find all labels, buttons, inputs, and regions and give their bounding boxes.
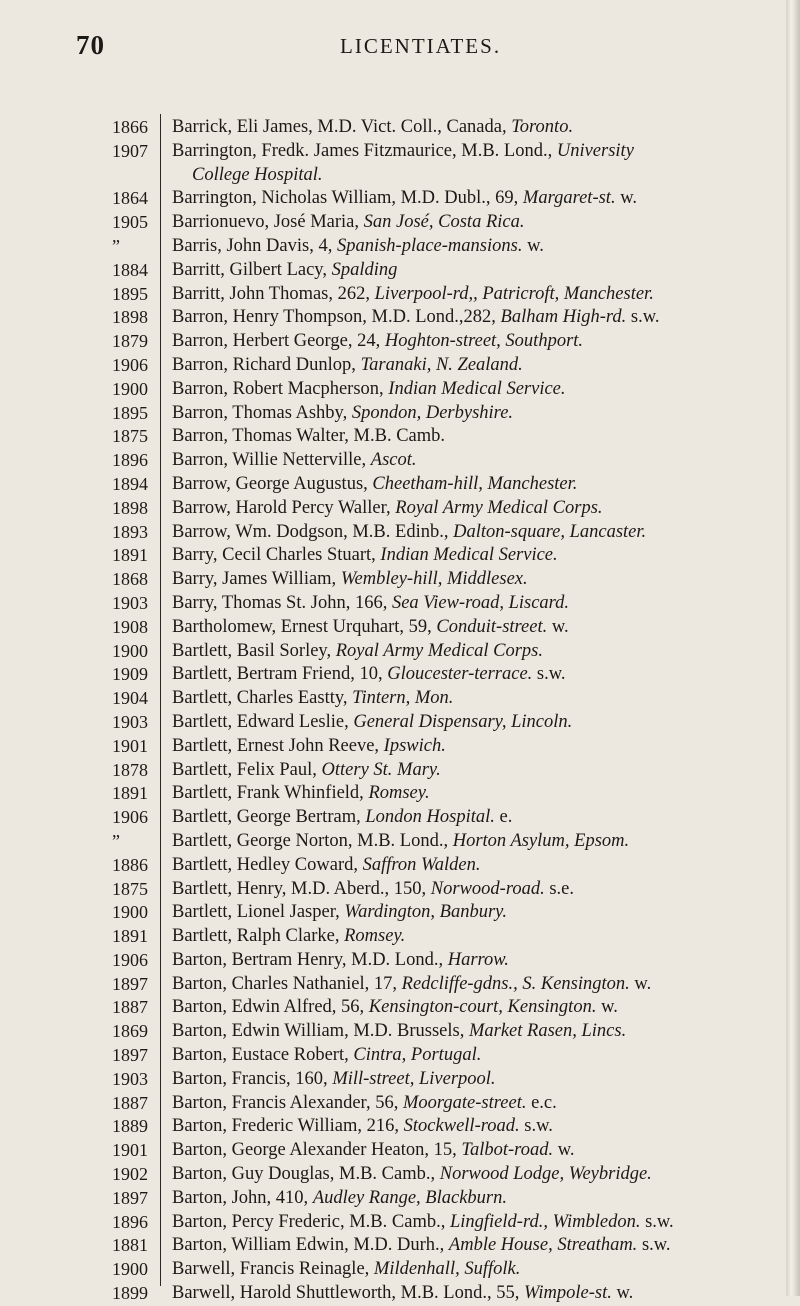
entry-place: Taranaki, N. Zealand. <box>360 354 523 375</box>
entry-name: Barron, Robert Macpherson, <box>172 378 389 399</box>
entry-district: w. <box>596 997 618 1018</box>
entry-year: 1903 <box>112 711 148 732</box>
list-item <box>0 1068 790 1092</box>
entry-place: Ipswich. <box>383 735 446 756</box>
entry-year: ” <box>112 830 120 851</box>
entry-text <box>160 1211 790 1235</box>
entry-place-continued: College Hospital. <box>192 164 323 185</box>
entry-name: Barton, Edwin William, M.D. Brussels, <box>172 1021 469 1042</box>
entry-district: s.w. <box>519 1116 553 1137</box>
entry-place: Spanish-place-mansions. <box>336 235 523 256</box>
entry-text <box>160 402 790 426</box>
entry-place: Margaret-st. <box>522 188 616 209</box>
entry-name: Bartlett, Frank Whinfield, <box>172 783 369 804</box>
entry-year: 1901 <box>112 735 148 756</box>
entry-year: 1891 <box>112 783 148 804</box>
entry-place: General Dispensary, Lincoln. <box>353 711 573 732</box>
list-item <box>0 711 790 735</box>
entry-name: Barry, James William, <box>172 569 341 590</box>
entry-place: Cintra, Portugal. <box>353 1045 482 1066</box>
list-item <box>0 425 790 449</box>
entry-year: 1886 <box>112 854 148 875</box>
entry-year: 1904 <box>112 688 148 709</box>
entry-text <box>160 449 790 473</box>
entry-text <box>160 973 790 997</box>
entry-name: Barrington, Nicholas William, M.D. Dubl., 69, <box>172 188 523 209</box>
entry-place: Amble House, Streatham. <box>448 1235 638 1256</box>
list-item <box>0 544 790 568</box>
entry-year: 1891 <box>112 545 148 566</box>
entry-year: ” <box>112 235 120 256</box>
licentiate-list <box>0 116 790 1306</box>
list-item <box>0 1044 790 1068</box>
entry-year: 1897 <box>112 1045 148 1066</box>
entry-name: Bartlett, Edward Leslie, <box>172 711 354 732</box>
entry-text <box>160 283 790 307</box>
list-item <box>0 949 790 973</box>
list-item <box>0 521 790 545</box>
entry-name: Bartlett, Hedley Coward, <box>172 854 363 875</box>
entry-name: Bartlett, George Bertram, <box>172 807 366 828</box>
entry-year: 1900 <box>112 378 148 399</box>
entry-text <box>160 1163 790 1187</box>
entry-text <box>160 497 790 521</box>
entry-place: Lingfield-rd., Wimbledon. <box>449 1211 641 1232</box>
entry-name: Barrionuevo, José Maria, <box>172 212 364 233</box>
entry-place: Stockwell-road. <box>403 1116 520 1137</box>
entry-text <box>160 568 790 592</box>
entry-year: 1906 <box>112 807 148 828</box>
entry-place: Norwood-road. <box>430 878 545 899</box>
entry-place: Spalding <box>331 259 398 280</box>
entry-name: Barton, John, 410, <box>172 1187 313 1208</box>
entry-place: Royal Army Medical Corps. <box>395 497 603 518</box>
entry-name: Barron, Thomas Ashby, <box>172 402 352 423</box>
page-number: 70 <box>76 30 105 60</box>
entry-year: 1878 <box>112 759 148 780</box>
entry-place: Moorgate-street. <box>402 1092 527 1113</box>
entry-text <box>160 925 790 949</box>
entry-place: Wardington, Banbury. <box>344 902 507 923</box>
entry-year: 1898 <box>112 497 148 518</box>
entry-text <box>160 259 790 283</box>
entry-name: Bartlett, Lionel Jasper, <box>172 902 345 923</box>
list-item <box>0 616 790 640</box>
entry-text <box>160 901 790 925</box>
entry-district: w. <box>522 235 544 256</box>
entry-place: Mildenhall, Suffolk. <box>373 1259 521 1280</box>
entry-name: Barwell, Francis Reinagle, <box>172 1259 374 1280</box>
entry-text <box>160 640 790 664</box>
list-item <box>0 878 790 902</box>
entry-name: Barwell, Harold Shuttleworth, M.B. Lond., 55, <box>172 1283 524 1304</box>
entry-name: Bartlett, Bertram Friend, 10, <box>172 664 388 685</box>
entry-year: 1897 <box>112 1187 148 1208</box>
entry-place: Dalton-square, Lancaster. <box>453 521 647 542</box>
entry-name: Barton, Percy Frederic, M.B. Camb., <box>172 1211 450 1232</box>
entry-year: 1884 <box>112 259 148 280</box>
entry-name: Barton, Eustace Robert, <box>172 1045 354 1066</box>
entry-year: 1909 <box>112 664 148 685</box>
list-item <box>0 211 790 235</box>
entry-year: 1903 <box>112 1068 148 1089</box>
list-item <box>0 663 790 687</box>
entry-name: Barton, Charles Nathaniel, 17, <box>172 973 402 994</box>
entry-text <box>160 354 790 378</box>
entry-name: Barrow, Harold Percy Waller, <box>172 497 396 518</box>
entry-text <box>160 140 790 188</box>
entry-place: Romsey. <box>344 926 406 947</box>
entry-text <box>160 996 790 1020</box>
entry-name: Bartlett, Basil Sorley, <box>172 640 336 661</box>
entry-district: w. <box>611 1283 634 1304</box>
list-item <box>0 996 790 1020</box>
list-item <box>0 1258 790 1282</box>
entry-text <box>160 759 790 783</box>
entry-place: Conduit-street. <box>436 616 548 637</box>
entry-place: Market Rasen, Lincs. <box>468 1021 627 1042</box>
entry-place: Audley Range, Blackburn. <box>312 1187 507 1208</box>
entry-district: s.w. <box>637 1235 671 1256</box>
list-item <box>0 782 790 806</box>
list-item <box>0 259 790 283</box>
entry-place: University <box>556 140 634 161</box>
entry-place: Indian Medical Service. <box>380 545 558 566</box>
entry-place: Redcliffe-gdns., S. Kensington. <box>401 973 630 994</box>
entry-name: Bartlett, Ernest John Reeve, <box>172 735 384 756</box>
entry-year: 1889 <box>112 1116 148 1137</box>
entry-year: 1894 <box>112 473 148 494</box>
entry-text <box>160 1044 790 1068</box>
entry-text <box>160 1139 790 1163</box>
entry-name: Barton, Guy Douglas, M.B. Camb., <box>172 1164 440 1185</box>
entry-name: Barton, William Edwin, M.D. Durh., <box>172 1235 449 1256</box>
entry-place: Cheetham-hill, Manchester. <box>372 473 578 494</box>
list-item <box>0 473 790 497</box>
entry-place: Talbot-road. <box>461 1140 554 1161</box>
entry-name: Bartlett, Ralph Clarke, <box>172 926 345 947</box>
list-item <box>0 402 790 426</box>
list-item <box>0 806 790 830</box>
entry-text <box>160 949 790 973</box>
entry-place: Liverpool-rd,, Patricroft, Manchester. <box>374 283 654 304</box>
entry-year: 1896 <box>112 450 148 471</box>
list-item <box>0 640 790 664</box>
entry-district: w. <box>553 1140 575 1161</box>
entry-place: Saffron Walden. <box>362 854 481 875</box>
entry-year: 1896 <box>112 1211 148 1232</box>
list-item <box>0 140 790 188</box>
list-item <box>0 568 790 592</box>
entry-year: 1887 <box>112 997 148 1018</box>
entry-year: 1899 <box>112 1283 148 1304</box>
entry-place: London Hospital. <box>365 807 495 828</box>
entry-year: 1908 <box>112 616 148 637</box>
entry-year: 1907 <box>112 140 148 161</box>
entry-place: Wembley-hill, Middlesex. <box>340 569 528 590</box>
entry-name: Barton, Bertram Henry, M.D. Lond., <box>172 949 448 970</box>
entry-name: Bartlett, Felix Paul, <box>172 759 322 780</box>
list-item <box>0 1115 790 1139</box>
entry-year: 1903 <box>112 592 148 613</box>
entry-text <box>160 306 790 330</box>
entry-name: Barron, Thomas Walter, M.B. Camb. <box>172 426 446 447</box>
list-item <box>0 306 790 330</box>
entry-place: Gloucester-terrace. <box>387 664 533 685</box>
entry-year: 1900 <box>112 640 148 661</box>
entry-name: Barron, Herbert George, 24, <box>172 331 385 352</box>
entry-place: Indian Medical Service. <box>388 378 566 399</box>
entry-district: e.c. <box>526 1092 557 1113</box>
entry-text <box>160 592 790 616</box>
entry-text <box>160 687 790 711</box>
entry-name: Bartholomew, Ernest Urquhart, 59, <box>172 616 437 637</box>
entry-year: 1895 <box>112 283 148 304</box>
list-item <box>0 1020 790 1044</box>
entry-text <box>160 521 790 545</box>
entry-district: e. <box>494 807 513 828</box>
entry-year: 1895 <box>112 402 148 423</box>
list-item <box>0 1234 790 1258</box>
entry-district: s.e. <box>544 878 575 899</box>
entry-district: s.w. <box>532 664 566 685</box>
entry-district: s.w. <box>626 307 660 328</box>
entry-name: Barris, John Davis, 4, <box>172 235 337 256</box>
entry-name: Barton, George Alexander Heaton, 15, <box>172 1140 462 1161</box>
entry-name: Barton, Francis, 160, <box>172 1068 333 1089</box>
entry-year: 1875 <box>112 426 148 447</box>
entry-district: w. <box>629 973 652 994</box>
entry-text <box>160 544 790 568</box>
entry-name: Barrow, George Augustus, <box>172 473 373 494</box>
entry-year: 1879 <box>112 331 148 352</box>
entry-text <box>160 1020 790 1044</box>
entry-text <box>160 211 790 235</box>
entry-name: Barrick, Eli James, M.D. Vict. Coll., Canada, <box>172 117 512 137</box>
entry-year: 1905 <box>112 212 148 233</box>
entry-place: Mill-street, Liverpool. <box>332 1068 496 1089</box>
entry-district: w. <box>615 188 637 209</box>
entry-year: 1875 <box>112 878 148 899</box>
entry-text <box>160 1234 790 1258</box>
entry-name: Barritt, Gilbert Lacy, <box>172 259 332 280</box>
entry-name: Barton, Frederic William, 216, <box>172 1116 404 1137</box>
entry-place: Toronto. <box>511 117 574 137</box>
entry-text <box>160 854 790 878</box>
entry-year: 1900 <box>112 902 148 923</box>
entry-name: Barron, Richard Dunlop, <box>172 354 361 375</box>
entry-text <box>160 378 790 402</box>
entry-name: Barry, Thomas St. John, 166, <box>172 592 392 613</box>
entry-year: 1868 <box>112 569 148 590</box>
list-item <box>0 901 790 925</box>
entry-text <box>160 473 790 497</box>
entry-text <box>160 830 790 854</box>
list-item <box>0 354 790 378</box>
entry-text <box>160 806 790 830</box>
entry-year: 1891 <box>112 926 148 947</box>
list-item <box>0 378 790 402</box>
entry-year: 1866 <box>112 117 148 137</box>
entry-place: Sea View-road, Liscard. <box>391 592 570 613</box>
entry-text <box>160 711 790 735</box>
entry-year: 1864 <box>112 188 148 209</box>
entry-year: 1906 <box>112 949 148 970</box>
list-item <box>0 1139 790 1163</box>
entry-year: 1900 <box>112 1259 148 1280</box>
entry-year: 1902 <box>112 1164 148 1185</box>
entry-name: Barron, Willie Netterville, <box>172 450 371 471</box>
entry-place: Horton Asylum, Epsom. <box>452 830 630 851</box>
page-header <box>0 30 800 70</box>
entry-text <box>160 878 790 902</box>
list-item <box>0 1092 790 1116</box>
entry-text <box>160 735 790 759</box>
list-item <box>0 854 790 878</box>
list-item <box>0 973 790 997</box>
entry-year: 1887 <box>112 1092 148 1113</box>
entry-place: Kensington-court, Kensington. <box>368 997 597 1018</box>
list-item <box>0 449 790 473</box>
entry-place: Tintern, Mon. <box>352 688 454 709</box>
entry-text <box>160 1258 790 1282</box>
entry-name: Bartlett, Henry, M.D. Aberd., 150, <box>172 878 431 899</box>
list-item <box>0 235 790 259</box>
list-item <box>0 1187 790 1211</box>
entry-place: Norwood Lodge, Weybridge. <box>439 1164 652 1185</box>
entry-text <box>160 330 790 354</box>
list-item <box>0 735 790 759</box>
entry-place: Spondon, Derbyshire. <box>351 402 514 423</box>
entry-district: w. <box>547 616 569 637</box>
list-item <box>0 925 790 949</box>
entry-name: Barton, Francis Alexander, 56, <box>172 1092 403 1113</box>
entry-place: Ascot. <box>370 450 417 471</box>
entry-text <box>160 1282 790 1306</box>
entry-year: 1898 <box>112 307 148 328</box>
list-item <box>0 1211 790 1235</box>
list-item <box>0 687 790 711</box>
entry-text <box>160 782 790 806</box>
entry-name: Barritt, John Thomas, 262, <box>172 283 375 304</box>
list-item <box>0 283 790 307</box>
list-item <box>0 116 790 140</box>
entry-place: Harrow. <box>447 949 509 970</box>
entry-name: Bartlett, George Norton, M.B. Lond., <box>172 830 453 851</box>
entry-year: 1906 <box>112 354 148 375</box>
list-item <box>0 187 790 211</box>
entry-text <box>160 1068 790 1092</box>
list-item <box>0 830 790 854</box>
entry-name: Bartlett, Charles Eastty, <box>172 688 353 709</box>
entry-name: Barton, Edwin Alfred, 56, <box>172 997 369 1018</box>
entry-name: Barrow, Wm. Dodgson, M.B. Edinb., <box>172 521 454 542</box>
entry-text <box>160 1092 790 1116</box>
list-item <box>0 1282 790 1306</box>
entry-text <box>160 235 790 259</box>
list-item <box>0 497 790 521</box>
entry-place: Balham High-rd. <box>500 307 627 328</box>
entry-text <box>160 187 790 211</box>
entry-year: 1869 <box>112 1021 148 1042</box>
running-title: LICENTIATES. <box>340 34 502 58</box>
entry-text <box>160 663 790 687</box>
entry-name: Barrington, Fredk. James Fitzmaurice, M.B. Lond., <box>172 140 557 161</box>
list-item <box>0 592 790 616</box>
entry-text <box>160 1115 790 1139</box>
entry-year: 1893 <box>112 521 148 542</box>
entry-district: s.w. <box>640 1211 674 1232</box>
entry-name: Barron, Henry Thompson, M.D. Lond.,282, <box>172 307 501 328</box>
entry-text <box>160 616 790 640</box>
list-item <box>0 759 790 783</box>
list-item <box>0 1163 790 1187</box>
entry-place: Ottery St. Mary. <box>321 759 441 780</box>
entry-name: Barry, Cecil Charles Stuart, <box>172 545 381 566</box>
entry-place: Hoghton-street, Southport. <box>384 331 584 352</box>
entry-place: Romsey. <box>368 783 430 804</box>
entry-text <box>160 425 790 449</box>
entry-year: 1897 <box>112 973 148 994</box>
entry-place: Wimpole-st. <box>523 1283 612 1304</box>
entry-year: 1901 <box>112 1140 148 1161</box>
entry-place: San José, Costa Rica. <box>363 212 525 233</box>
entry-place: Royal Army Medical Corps. <box>335 640 543 661</box>
list-item <box>0 330 790 354</box>
entry-text <box>160 1187 790 1211</box>
entry-year: 1881 <box>112 1235 148 1256</box>
entry-text <box>160 116 790 140</box>
